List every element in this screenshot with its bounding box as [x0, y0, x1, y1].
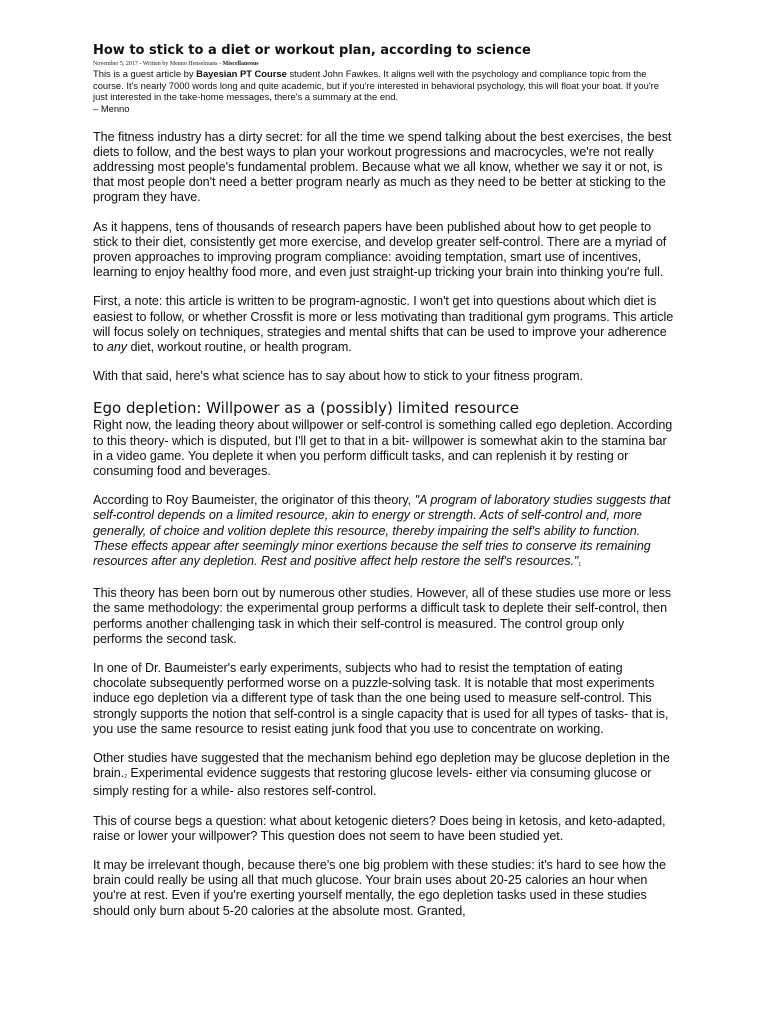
p5-post: Experimental evidence suggests that restoring glucose levels- either via consuming glucose or simply resting for a while- also restores self-control. — [93, 766, 652, 799]
intro-signature: – Menno — [93, 102, 130, 114]
p5-pre: Other studies have suggested that the mechanism behind ego depletion may be glucose depletion in the brain. — [93, 751, 670, 781]
reference-1: 1 — [578, 561, 582, 568]
paragraph-note — [93, 294, 675, 355]
note-italic: any — [106, 339, 128, 354]
section-paragraph-quote — [93, 493, 675, 572]
article-meta — [93, 60, 675, 68]
baumeister-quote: "A program of laboratory studies suggests that self-control depends on a limited resource, akin to energy or strength. Acts of self-control and, more generally, of choice and volition deplete this resource, thereby impairing the self's ability to function. These effects appear after seemingly minor exertions because the self tries to conserve its remaining resources after any depletion. Rest and positive affect help restore the self's resources." — [93, 493, 671, 568]
intro-post: student John Fawkes. It aligns well with the psychology and compliance topic from the course. It's nearly 7000 words long and quite academic, but if you're interested in behavioral psychology, this will float your boat. If you're just interested in the take-home messages, there's a summary at the end. — [93, 68, 659, 102]
paragraph-2: As it happens, tens of thousands of research papers have been published about how to get people to stick to their diet, consistently get more exercise, and develop greater self-control. There are a myriad of proven approaches to improving program compliance: avoiding temptation, smart use of incentives, learning to enjoy healthy food more, and even just straight-up tricking your brain into thinking you're full. — [93, 219, 667, 280]
article-title: How to stick to a diet or workout plan, according to science — [93, 43, 531, 58]
meta-date-author: November 5, 2017 - Written by Menno Henselmans - — [93, 61, 223, 67]
article — [93, 42, 675, 933]
course-name: Bayesian PT Course — [196, 68, 287, 79]
section-paragraph-3: This theory has been born out by numerous other studies. However, all of these studies use more or less the same methodology: the experimental group performs a difficult task to deplete their self-control, then performs another challenging task in which their self-control is measured. The control group only performs the second task. — [93, 586, 671, 646]
note-pre: First, a note: this article is written to be program-agnostic. I won't get into questions about which diet is easiest to follow, or whether Crossfit is more or less motivating than traditional gym programs. This article will focus solely on techniques, strategies and mental shifts that can be used to improve your adherence to — [93, 294, 674, 354]
reference-2: 2 — [124, 774, 127, 781]
quote-pre: According to Roy Baumeister, the originator of this theory, — [93, 493, 415, 508]
section-paragraph-4: In one of Dr. Baumeister's early experiments, subjects who had to resist the temptation of eating chocolate subsequently performed worse on a puzzle-solving task. It is notable that most experiments induce ego depletion via a different type of task than the one being used to measure self-control. This strongly supports the notion that self-control is a single capacity that is used for all types of tasks- that is, you use the same resource to resist eating junk food that you use to concentrate on working. — [93, 660, 669, 736]
section-paragraph-6: This of course begs a question: what about ketogenic dieters? Does being in ketosis, and keto-adapted, raise or lower your willpower? This question does not seem to have been studied yet. — [93, 813, 666, 843]
section-paragraph-5 — [93, 751, 675, 800]
paragraph-transition: With that said, here's what science has to say about how to stick to your fitness program. — [93, 369, 583, 384]
intro-note — [93, 68, 675, 103]
intro-pre: This is a guest article by — [93, 68, 197, 79]
meta-category: Miscellaneous — [222, 61, 259, 67]
section-paragraph-1: Right now, the leading theory about willpower or self-control is something called ego depletion. According to this theory- which is disputed, but I'll get to that in a bit- willpower is somewhat akin to the stamina bar in a video game. You deplete it when you perform difficult tasks, and can replenish it by resting or consuming food and beverages. — [93, 418, 673, 478]
note-post: diet, workout routine, or health program. — [127, 339, 352, 354]
section-paragraph-7: It may be irrelevant though, because there's one big problem with these studies: it's hard to see how the brain could really be using all that much glucose. Your brain uses about 20-25 calories an hour when you're at rest. Even if you're exerting yourself mentally, the ego depletion tasks used in these studies should only burn about 5-20 calories at the absolute most. Granted, — [93, 858, 666, 918]
paragraph-1: The fitness industry has a dirty secret: for all the time we spend talking about the best exercises, the best diets to follow, and the best ways to plan your workout progressions and macrocycles, we're not really addressing most people's fundamental problem. Because what we all know, whether we say it or not, is that most people don't need a better program nearly as much as they need to be better at sticking to the program they have. — [93, 129, 672, 205]
section-heading: Ego depletion: Willpower as a (possibly) limited resource — [93, 399, 519, 418]
